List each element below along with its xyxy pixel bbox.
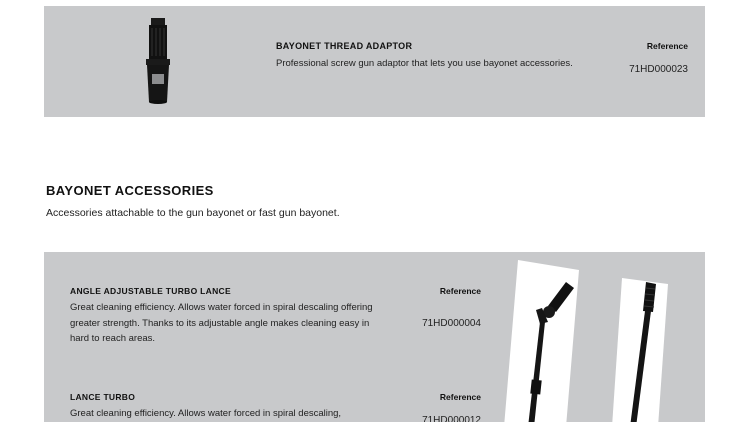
- accessory-reference-value: 71HD000012: [422, 415, 481, 422]
- accessory-title: LANCE TURBO: [70, 392, 136, 402]
- product-card-thread-adaptor: [44, 6, 705, 117]
- turbo-lance-photo: [612, 278, 668, 422]
- accessories-panel: [44, 252, 705, 422]
- accessory-description: Great cleaning efficiency. Allows water forced in spiral descaling offering greater strength. Thanks to its adjustable angle makes cleaning easy in hard to reach areas.: [70, 302, 373, 344]
- section-subtitle: Accessories attachable to the gun bayonet or fast gun bayonet.: [46, 207, 340, 219]
- accessory-reference-label: Reference: [439, 392, 481, 402]
- product-description: Professional screw gun adaptor that lets you use bayonet accessories.: [276, 58, 573, 69]
- accessory-reference-value: 71HD000004: [422, 318, 481, 329]
- accessory-reference-label: Reference: [439, 286, 481, 296]
- product-title: BAYONET THREAD ADAPTOR: [276, 41, 413, 51]
- thread-adaptor-photo: [132, 12, 184, 110]
- angle-lance-photo: [504, 260, 579, 422]
- section-title: BAYONET ACCESSORIES: [46, 183, 214, 198]
- reference-value: 71HD000023: [629, 64, 688, 75]
- accessory-title: ANGLE ADJUSTABLE TURBO LANCE: [70, 286, 231, 296]
- reference-label: Reference: [646, 41, 688, 51]
- accessory-description: Great cleaning efficiency. Allows water forced in spiral descaling,: [70, 408, 342, 419]
